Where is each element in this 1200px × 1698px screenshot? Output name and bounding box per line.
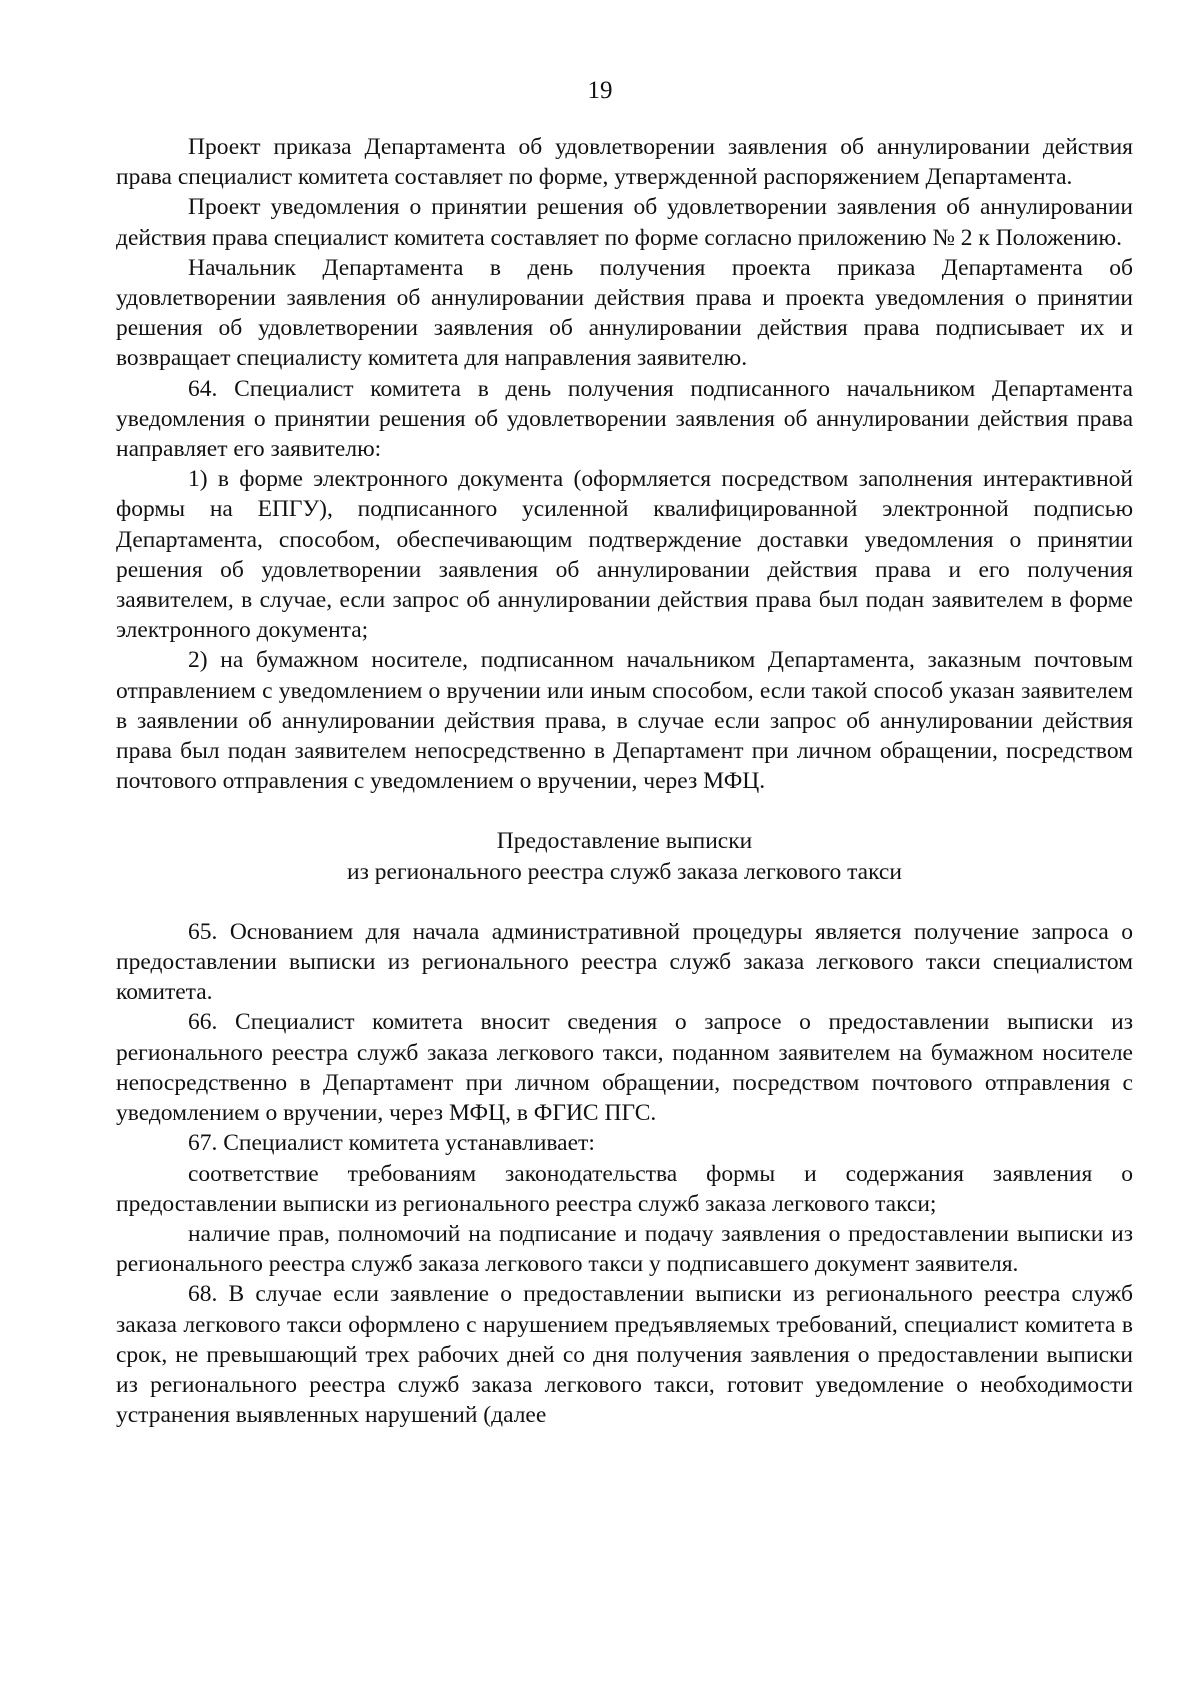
section-heading-line: Предоставление выписки <box>496 828 753 855</box>
paragraph: наличие прав, полномочий на подписание и подачу заявления о предоставлении выписки из регионального реестра служб заказа легкового такси у подписавшего документ заявителя. <box>116 1220 1133 1278</box>
paragraph: 67. Специалист комитета устанавливает: <box>188 1130 595 1157</box>
section-heading-line: из регионального реестра служб заказа легкового такси <box>347 858 902 885</box>
paragraph: 64. Специалист комитета в день получения подписанного начальником Департамента уведомления о принятии решения об удовлетворении заявления об аннулировании действия права направляет его заявителю: <box>116 375 1133 463</box>
paragraph: 66. Специалист комитета вносит сведения о запросе о предоставлении выписки из регионального реестра служб заказа легкового такси, поданном заявителем на бумажном носителе непосредственно в Департамент при личном обращении, посредством почтового отправления с уведомлением о вручении, через МФЦ, в ФГИС ПГС. <box>116 1009 1133 1127</box>
section-heading <box>116 826 1133 886</box>
paragraph: 1) в форме электронного документа (оформляется посредством заполнения интерактивной формы на ЕПГУ), подписанного усиленной квалифицированной электронной подписью Департамента, способом, обеспечивающим подтверждение доставки уведомления о принятии решения об удовлетворении заявления об аннулировании действия права и его получения заявителем, в случае, если запрос об аннулировании действия права был подан заявителем в форме электронного документа; <box>116 466 1133 644</box>
paragraph: соответствие требованиям законодательства формы и содержания заявления о предоставлении выписки из регионального реестра служб заказа легкового такси; <box>116 1160 1133 1217</box>
paragraph: Начальник Департамента в день получения проекта приказа Департамента об удовлетворении заявления об аннулировании действия права и проекта уведомления о принятии решения об удовлетворении заявления об аннулировании действия права подписывает их и возвращает специалисту комитета для направления заявителю. <box>116 254 1133 372</box>
paragraph: 2) на бумажном носителе, подписанном начальником Департамента, заказным почтовым отправлением с уведомлением о вручении или иным способом, если такой способ указан заявителем в заявлении об аннулировании действия права, в случае если запрос об аннулировании действия права был подан заявителем непосредственно в Департамент при личном обращении, посредством почтового отправления с уведомлением о вручении, через МФЦ. <box>116 647 1133 795</box>
page-number: 19 <box>587 77 613 104</box>
paragraph: 68. В случае если заявление о предоставлении выписки из регионального реестра служб заказа легкового такси оформлено с нарушением предъявляемых требований, специалист комитета в срок, не превышающий трех рабочих дней со дня получения заявления о предоставлении выписки из регионального реестра служб заказа легкового такси, готовит уведомление о необходимости устранения выявленных нарушений (далее <box>116 1281 1133 1429</box>
document-body <box>116 132 1133 1430</box>
paragraph: 65. Основанием для начала административной процедуры является получение запроса о предоставлении выписки из регионального реестра служб заказа легкового такси специалистом комитета. <box>116 918 1133 1006</box>
paragraph: Проект приказа Департамента об удовлетворении заявления об аннулировании действия права специалист комитета составляет по форме, утвержденной распоряжением Департамента. <box>116 134 1133 191</box>
paragraph: Проект уведомления о принятии решения об удовлетворении заявления об аннулировании действия права специалист комитета составляет по форме согласно приложению № 2 к Положению. <box>116 194 1133 251</box>
